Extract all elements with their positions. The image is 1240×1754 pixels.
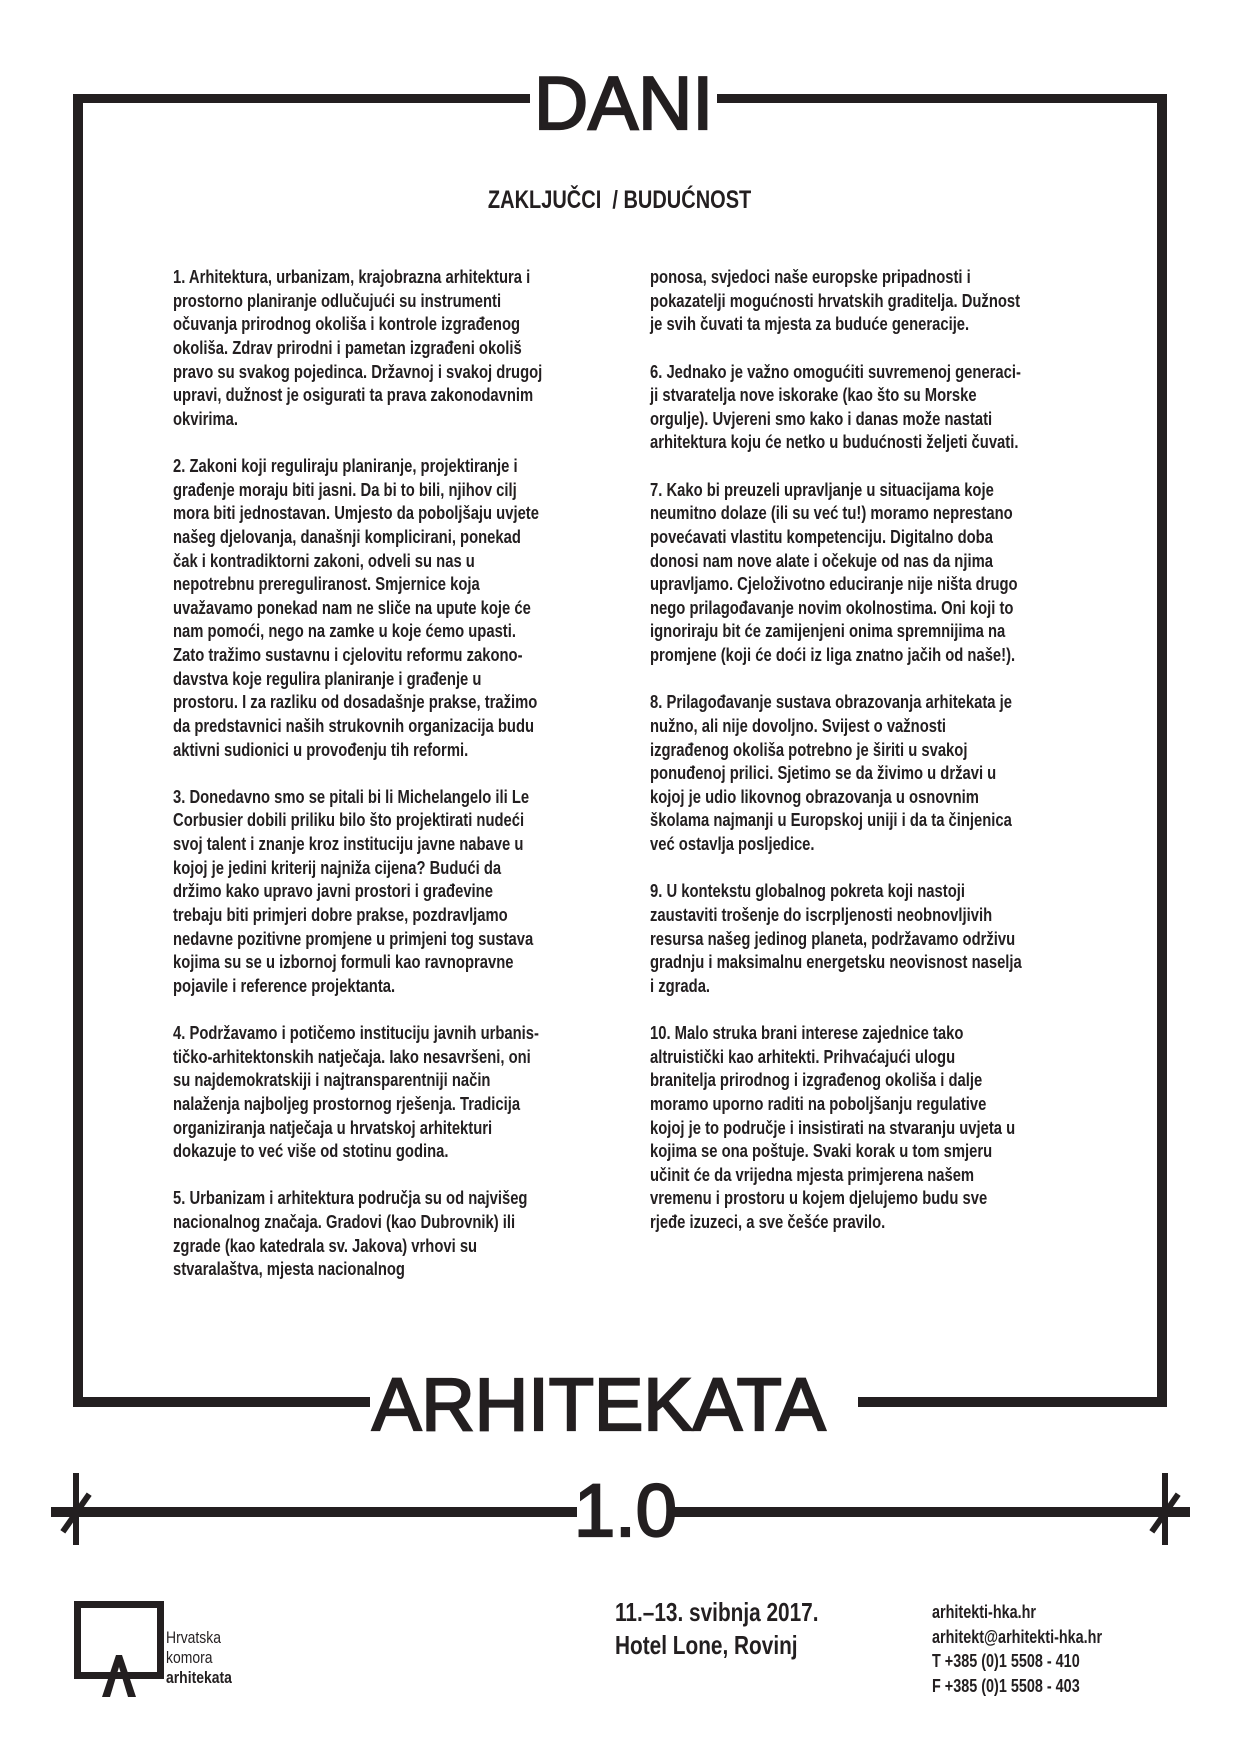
paragraph [173,454,653,761]
text-line: nepotrebnu prereguliranost. Smjernice koja [173,573,480,595]
text-line: su najdemokratskiji i najtransparentniji način [173,1069,491,1091]
paragraph-gap [650,336,1130,360]
dimension-line-right [668,1507,1190,1517]
paragraph-gap [650,667,1130,691]
text-line: okoliša. Zdrav prirodni i pametan izgrađeni okoliš [173,336,522,358]
text-line: arhitektura koju će netko u budućnosti željeti čuvati. [650,431,1019,453]
text-line: povećavati vlastitu kompetenciju. Digitalno doba [650,525,993,547]
text-line: uvažavamo ponekad nam ne sliče na upute koje će [173,596,531,618]
text-line: nužno, ali nije dovoljno. Svijest o važnosti [650,714,947,736]
logo-a-icon [96,1655,136,1697]
frame-top-right [712,94,1167,103]
paragraph-gap [173,1163,653,1187]
column-right [650,265,1130,1234]
text-line: Zato tražimo sustavnu i cjelovitu reformu zakono- [173,644,523,665]
paragraph [650,1021,1130,1234]
text-line: je svih čuvati ta mjesta za buduće generacije. [650,313,970,335]
paragraph [650,265,1130,336]
logo-line-2: komora [166,1648,213,1667]
text-line: pokazatelji mogućnosti hrvatskih graditelja. Dužnost [650,289,1021,311]
text-line: građenje moraju biti jasni. Da bi to bili, njihov cilj [173,478,517,500]
text-line: tičko-arhitektonskih natječaja. Iako nesavršeni, oni [173,1045,531,1067]
text-line: školama najmanji u Europskoj uniji i da ta činjenica [650,809,1012,831]
text-line: da predstavnici naših strukovnih organizacija budu [173,714,535,736]
text-line: svoj talent i znanje kroz instituciju javne nabave u [173,833,524,854]
event-date: 11.–13. svibnja 2017. [615,1597,819,1627]
text-line: promjene (koji će doći iz liga znatno jačih od naše!). [650,644,1016,665]
text-line: nalaženja najboljeg prostornog rješenja. Tradicija [173,1092,521,1114]
text-line: moramo uporno raditi na poboljšanju regulative [650,1092,987,1114]
contact-info [932,1600,1145,1698]
dimension-line-left [51,1507,577,1517]
text-line: donosi nam nove alate i očekuje od nas da njima [650,549,993,571]
text-line: pravo su svakog pojedinca. Državnoj i svakoj drugoj [173,360,543,382]
logo-line-1: Hrvatska [166,1628,222,1647]
paragraph [650,879,1130,997]
text-line: 1. Arhitektura, urbanizam, krajobrazna arhitektura i [173,266,531,287]
text-line: nam pomoći, nego na zamke u koje ćemo upasti. [173,620,516,642]
text-line: 7. Kako bi preuzeli upravljanje u situacijama koje [650,478,994,500]
contact-phone: T +385 (0)1 5508 - 410 [932,1651,1080,1671]
text-line: našeg djelovanja, današnji komplicirani, ponekad [173,525,521,547]
text-line: trebaju biti primjeri dobre prakse, pozdravljamo [173,903,508,925]
paragraph [173,1021,653,1163]
text-line: 2. Zakoni koji reguliraju planiranje, projektiranje i [173,455,518,476]
text-line: držimo kako upravo javni prostori i građevine [173,880,493,902]
text-line: davstva koje regulira planiranje i građenje u [173,667,482,689]
text-line: kojoj je to područje i insistirati na stvaranju uvjeta u [650,1116,1016,1138]
paragraph-gap [173,430,653,454]
frame-left [73,94,83,1407]
text-line: zgrade (kao katedrala sv. Jakova) vrhovi su [173,1234,478,1256]
frame-bottom-right [858,1397,1167,1407]
text-line: 5. Urbanizam i arhitektura područja su od najvišeg [173,1187,528,1209]
text-line: kojima su se u izbornoj formuli kao ravnopravne [173,951,514,973]
text-line: pojavile i reference projektanta. [173,974,396,996]
paragraph [173,785,653,998]
text-line: rjeđe izuzeci, a sve češće pravilo. [650,1211,886,1232]
text-line: ignoriraju bit će zamijenjeni onima spremnijima na [650,620,1006,642]
text-line: organiziranja natječaja u hrvatskoj arhitekturi [173,1116,493,1138]
text-line: kojoj je jedini kriterij najniža cijena? Budući da [173,856,502,878]
text-line: Corbusier dobili priliku bilo što projektirati nudeći [173,809,525,831]
logo-text [166,1628,246,1688]
text-line: 6. Jednako je važno omogućiti suvremenoj generaci- [650,360,1021,382]
text-line: vremenu i prostoru u kojem djelujemo budu sve [650,1187,988,1209]
paragraph-gap [650,454,1130,478]
section-title-text: ZAKLJUČCI / BUDUĆNOST [488,186,752,214]
event-venue: Hotel Lone, Rovinj [615,1630,798,1660]
paragraph [650,478,1130,667]
text-line: kojoj je udio likovnog obrazovanja u osnovnim [650,785,979,807]
text-line: već ostavlja posljedice. [650,833,815,854]
text-line: nego prilagođavanje novim okolnostima. Oni koji to [650,596,1014,618]
paragraph [173,265,653,430]
text-line: aktivni sudionici u provođenju tih reformi. [173,738,469,760]
text-line: očuvanja prirodnog okoliša i kontrole izgrađenog [173,313,521,335]
text-line: mora biti jednostavan. Umjesto da poboljšaju uvjete [173,502,539,524]
frame-bottom-left [73,1397,378,1407]
contact-email[interactable]: arhitekt@arhitekti-hka.hr [932,1626,1103,1647]
text-line: nacionalnog značaja. Gradovi (kao Dubrovnik) ili [173,1211,516,1232]
frame-top-left [73,94,533,103]
text-line: orgulje). Uvjereni smo kako i danas može nastati [650,407,993,429]
text-line: zaustaviti trošenje do iscrpljenosti neobnovljivih [650,903,993,925]
section-title [0,186,1240,215]
text-line: 10. Malo struka brani interese zajednice tako [650,1022,964,1043]
text-line: ponosa, svjedoci naše europske pripadnosti i [650,266,971,287]
paragraph [173,1186,653,1281]
text-line: ponuđenoj prilici. Sjetimo se da živimo u državi u [650,762,997,784]
text-line: učinit će da vrijedna mjesta primjerena našem [650,1163,975,1185]
paragraph-gap [650,856,1130,880]
text-line: 3. Donedavno smo se pitali bi li Michelangelo ili Le [173,785,530,807]
contact-fax: F +385 (0)1 5508 - 403 [932,1675,1080,1696]
paragraph-gap [650,997,1130,1021]
event-info [615,1596,869,1662]
text-line: prostoru. I za razliku od dosadašnje prakse, tražimo [173,691,538,713]
text-line: 8. Prilagođavanje sustava obrazovanja arhitekata je [650,691,1012,713]
text-line: upravljamo. Cjeloživotno educiranje nije ništa drugo [650,573,1018,595]
text-line: okvirima. [173,407,238,429]
text-line: dokazuje to već više od stotinu godina. [173,1140,449,1162]
text-line: gradnju i maksimalnu energetsku neovisnost naselja [650,951,1022,973]
column-left [173,265,653,1281]
text-line: izgrađenog okoliša potrebno je širiti u svakoj [650,738,968,760]
text-line: čak i kontradiktorni zakoni, odveli su nas u [173,549,475,571]
heading-dani: DANI [530,66,717,141]
frame-right [1157,94,1167,1407]
text-line: neumitno dolaze (ili su već tu!) moramo neprestano [650,502,1013,524]
text-line: ji stvaratelja nove iskorake (kao što su Morske [650,384,977,406]
text-line: nedavne pozitivne promjene u primjeni tog sustava [173,927,534,949]
text-line: 9. U kontekstu globalnog pokreta koji nastoji [650,880,965,902]
text-line: prostorno planiranje odlučujući su instrumenti [173,289,502,311]
paragraph-gap [173,997,653,1021]
text-line: kojima se ona poštuje. Svaki korak u tom smjeru [650,1140,993,1162]
paragraph [650,360,1130,455]
text-line: 4. Podržavamo i potičemo instituciju javnih urbanis- [173,1022,539,1043]
heading-arhitekata: ARHITEKATA [372,1363,826,1446]
paragraph [650,690,1130,855]
text-line: branitelja prirodnog i izgrađenog okoliša i dalje [650,1069,983,1091]
text-line: resursa našeg jedinog planeta, podržavamo održivu [650,927,1016,949]
text-line: upravi, dužnost je osigurati ta prava zakonodavnim [173,384,534,406]
paragraph-gap [173,761,653,785]
text-line: stvaralaštva, mjesta nacionalnog [173,1258,405,1280]
text-line: i zgrada. [650,974,711,996]
edition-number: 1.0 [574,1469,677,1552]
logo-line-3: arhitekata [166,1668,232,1687]
contact-website[interactable]: arhitekti-hka.hr [932,1602,1037,1622]
text-line: altruistički kao arhitekti. Prihvaćajući ulogu [650,1045,956,1067]
